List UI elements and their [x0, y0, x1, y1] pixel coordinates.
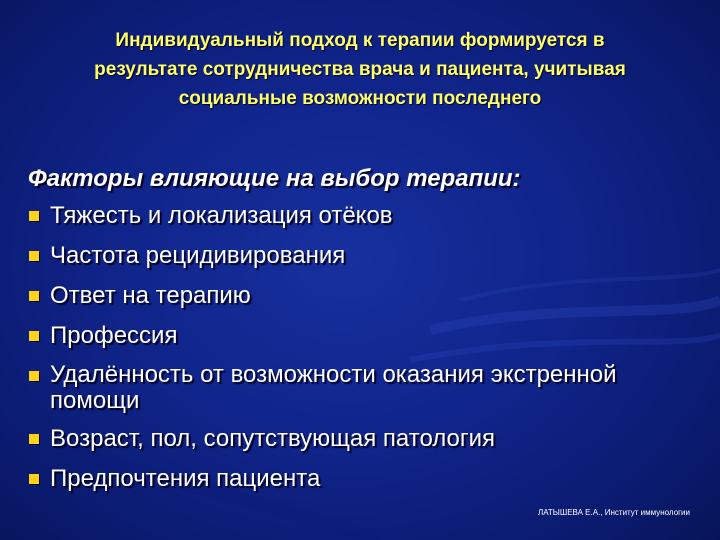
- title-line-2: результате сотрудничества врача и пациента, учитывая: [94, 59, 626, 80]
- square-bullet-icon: [29, 251, 39, 261]
- square-bullet-icon: [29, 371, 39, 381]
- factor-list: [28, 202, 708, 505]
- author-footer: ЛАТЫШЕВА Е.А., Институт иммунологии: [537, 508, 690, 517]
- slide-title: [20, 26, 700, 113]
- list-item: [28, 465, 708, 493]
- list-item: [28, 242, 708, 270]
- square-bullet-icon: [29, 211, 39, 221]
- factor-text: Предпочтения пациента: [50, 465, 321, 492]
- factor-text: Профессия: [50, 322, 178, 349]
- square-bullet-icon: [29, 434, 39, 444]
- factor-text: Возраст, пол, сопутствующая патология: [50, 425, 496, 452]
- list-item: [28, 322, 708, 350]
- square-bullet-icon: [29, 331, 39, 341]
- title-line-1: Индивидуальный подход к терапии формируется в: [115, 30, 605, 51]
- list-item: [28, 425, 708, 453]
- list-item: [28, 282, 708, 310]
- square-bullet-icon: [29, 291, 39, 301]
- factor-text: Удалённость от возможности оказания экстренной помощи: [50, 361, 617, 414]
- factors-heading: Факторы влияющие на выбор терапии:: [28, 165, 521, 192]
- square-bullet-icon: [29, 474, 39, 484]
- factor-text: Ответ на терапию: [50, 282, 251, 309]
- factor-text: Частота рецидивирования: [50, 242, 346, 269]
- list-item: [28, 202, 708, 230]
- factor-text: Тяжесть и локализация отёков: [50, 202, 393, 229]
- list-item: [28, 362, 708, 414]
- title-line-3: социальные возможности последнего: [178, 88, 542, 109]
